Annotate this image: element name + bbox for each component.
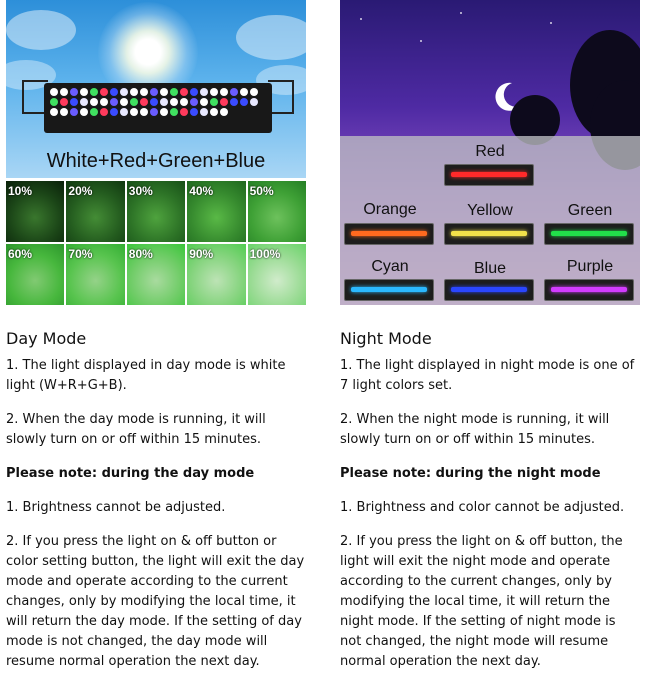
led-dot: [70, 108, 78, 116]
led-dot: [50, 88, 58, 96]
color-strip-purple-led: [551, 287, 627, 292]
led-dot: [160, 98, 168, 106]
led-dot: [100, 108, 108, 116]
led-dot: [180, 98, 188, 106]
led-dot: [90, 98, 98, 106]
led-dot: [240, 88, 248, 96]
led-dot: [70, 98, 78, 106]
brightness-percent-label: 40%: [189, 184, 214, 198]
led-dot: [50, 108, 58, 116]
led-dot: [60, 98, 68, 106]
led-dot: [90, 108, 98, 116]
led-dot: [160, 88, 168, 96]
led-dot: [100, 88, 108, 96]
led-dot: [120, 88, 128, 96]
led-dot: [150, 108, 158, 116]
led-dot: [70, 88, 78, 96]
led-dot: [200, 98, 208, 106]
brightness-percent-label: 80%: [128, 247, 153, 261]
night-para-1: 1. The light displayed in night mode is one of 7 light colors set.: [340, 358, 635, 393]
star-icon: [360, 18, 362, 20]
brightness-percent-label: 50%: [249, 184, 274, 198]
brightness-tile: [6, 181, 64, 242]
led-dot: [190, 108, 198, 116]
night-mode-image: [340, 0, 640, 305]
color-strip-orange-led: [351, 231, 427, 236]
led-dot: [110, 88, 118, 96]
brightness-percent-label: 100%: [249, 247, 281, 261]
led-dot: [210, 108, 218, 116]
day-note: Please note: during the day mode: [6, 466, 255, 481]
color-strip-red-led: [451, 172, 527, 177]
led-dot: [210, 98, 218, 106]
color-label-yellow: Yellow: [467, 202, 513, 219]
led-dot: [250, 88, 258, 96]
color-label-red: Red: [475, 143, 505, 160]
led-dot: [140, 108, 148, 116]
brightness-tile: [66, 181, 124, 242]
color-strip-red: [444, 164, 534, 186]
led-dot: [190, 88, 198, 96]
color-strip-cyan-led: [351, 287, 427, 292]
led-dot: [120, 108, 128, 116]
color-strip-yellow-led: [451, 231, 527, 236]
night-para-2: 2. When the night mode is running, it will slowly turn on or off within 15 minutes.: [340, 412, 610, 447]
night-para-3: 1. Brightness and color cannot be adjusted.: [340, 500, 625, 515]
night-mode-column: [340, 0, 640, 669]
night-para-4: 2. If you press the light on & off button, the light will exit the night mode and operate according to the current changes, only by modifying the local time, it will return the night mode. If the setting of night mode is not changed, the night mode will resume normal operation the next day.: [340, 534, 623, 669]
led-dot: [210, 88, 218, 96]
color-label-cyan: Cyan: [371, 258, 409, 275]
led-dot: [130, 98, 138, 106]
led-dot: [240, 98, 248, 106]
day-para-3: 1. Brightness cannot be adjusted.: [6, 500, 226, 515]
brightness-tile: [187, 244, 245, 305]
day-mode-column: [6, 0, 306, 669]
color-strip-cyan: [344, 279, 434, 301]
led-dot: [150, 88, 158, 96]
brightness-percent-label: 30%: [128, 184, 153, 198]
led-dot: [80, 88, 88, 96]
day-caption: White+Red+Green+Blue: [46, 150, 266, 172]
cloud-icon: [6, 10, 76, 50]
star-icon: [460, 12, 462, 14]
color-strip-purple: [544, 279, 634, 301]
brightness-tile: [66, 244, 124, 305]
night-note: Please note: during the night mode: [340, 466, 601, 481]
aquarium-led-light: [44, 83, 272, 133]
brightness-percent-label: 20%: [68, 184, 93, 198]
led-dots: [50, 88, 266, 116]
led-dot: [160, 108, 168, 116]
led-dot: [170, 98, 178, 106]
brightness-percent-label: 10%: [8, 184, 33, 198]
led-dot: [50, 98, 58, 106]
led-dot: [130, 108, 138, 116]
brightness-percent-label: 70%: [68, 247, 93, 261]
color-strip-orange: [344, 223, 434, 245]
brightness-tile: [187, 181, 245, 242]
led-dot: [110, 98, 118, 106]
led-dot: [100, 98, 108, 106]
day-para-2: 2. When the day mode is running, it will slowly turn on or off within 15 minutes.: [6, 412, 266, 447]
led-dot: [230, 88, 238, 96]
led-dot: [220, 108, 228, 116]
led-dot: [190, 98, 198, 106]
color-label-blue: Blue: [473, 260, 507, 277]
color-strip-green: [544, 223, 634, 245]
star-icon: [550, 22, 552, 24]
led-dot: [200, 88, 208, 96]
brightness-grid: [6, 181, 306, 305]
color-label-green: Green: [567, 202, 613, 219]
color-label-purple: Purple: [566, 258, 614, 275]
brightness-tile: [127, 244, 185, 305]
led-dot: [150, 98, 158, 106]
led-dot: [110, 108, 118, 116]
brightness-tile: [248, 181, 306, 242]
led-dot: [250, 98, 258, 106]
night-mode-heading: Night Mode: [340, 329, 432, 348]
star-icon: [420, 40, 422, 42]
brightness-percent-label: 90%: [189, 247, 214, 261]
led-dot: [170, 88, 178, 96]
day-para-4: 2. If you press the light on & off button or color setting button, the light will exit the day mode and operate according to the current changes, only by modifying the local time, it will return the day mode. If the setting of day mode is not changed, the day mode will resume normal operation the next day.: [6, 534, 305, 669]
cloud-icon: [236, 15, 306, 60]
color-label-orange: Orange: [363, 201, 417, 218]
led-dot: [60, 108, 68, 116]
led-dot: [90, 88, 98, 96]
brightness-percent-label: 60%: [8, 247, 33, 261]
day-mode-heading: Day Mode: [6, 329, 87, 348]
led-dot: [170, 108, 178, 116]
color-strip-yellow: [444, 223, 534, 245]
led-dot: [140, 98, 148, 106]
led-dot: [180, 108, 188, 116]
color-strip-blue: [444, 279, 534, 301]
led-dot: [220, 88, 228, 96]
color-strip-green-led: [551, 231, 627, 236]
brightness-tile: [127, 181, 185, 242]
led-dot: [130, 88, 138, 96]
led-dot: [200, 108, 208, 116]
led-dot: [180, 88, 188, 96]
day-para-1: 1. The light displayed in day mode is white light (W+R+G+B).: [6, 358, 286, 393]
led-dot: [140, 88, 148, 96]
day-mode-image: [6, 0, 306, 305]
led-dot: [230, 98, 238, 106]
led-dot: [80, 98, 88, 106]
led-dot: [220, 98, 228, 106]
color-strip-blue-led: [451, 287, 527, 292]
led-dot: [60, 88, 68, 96]
led-dot: [120, 98, 128, 106]
led-dot: [80, 108, 88, 116]
brightness-tile: [6, 244, 64, 305]
brightness-tile: [248, 244, 306, 305]
